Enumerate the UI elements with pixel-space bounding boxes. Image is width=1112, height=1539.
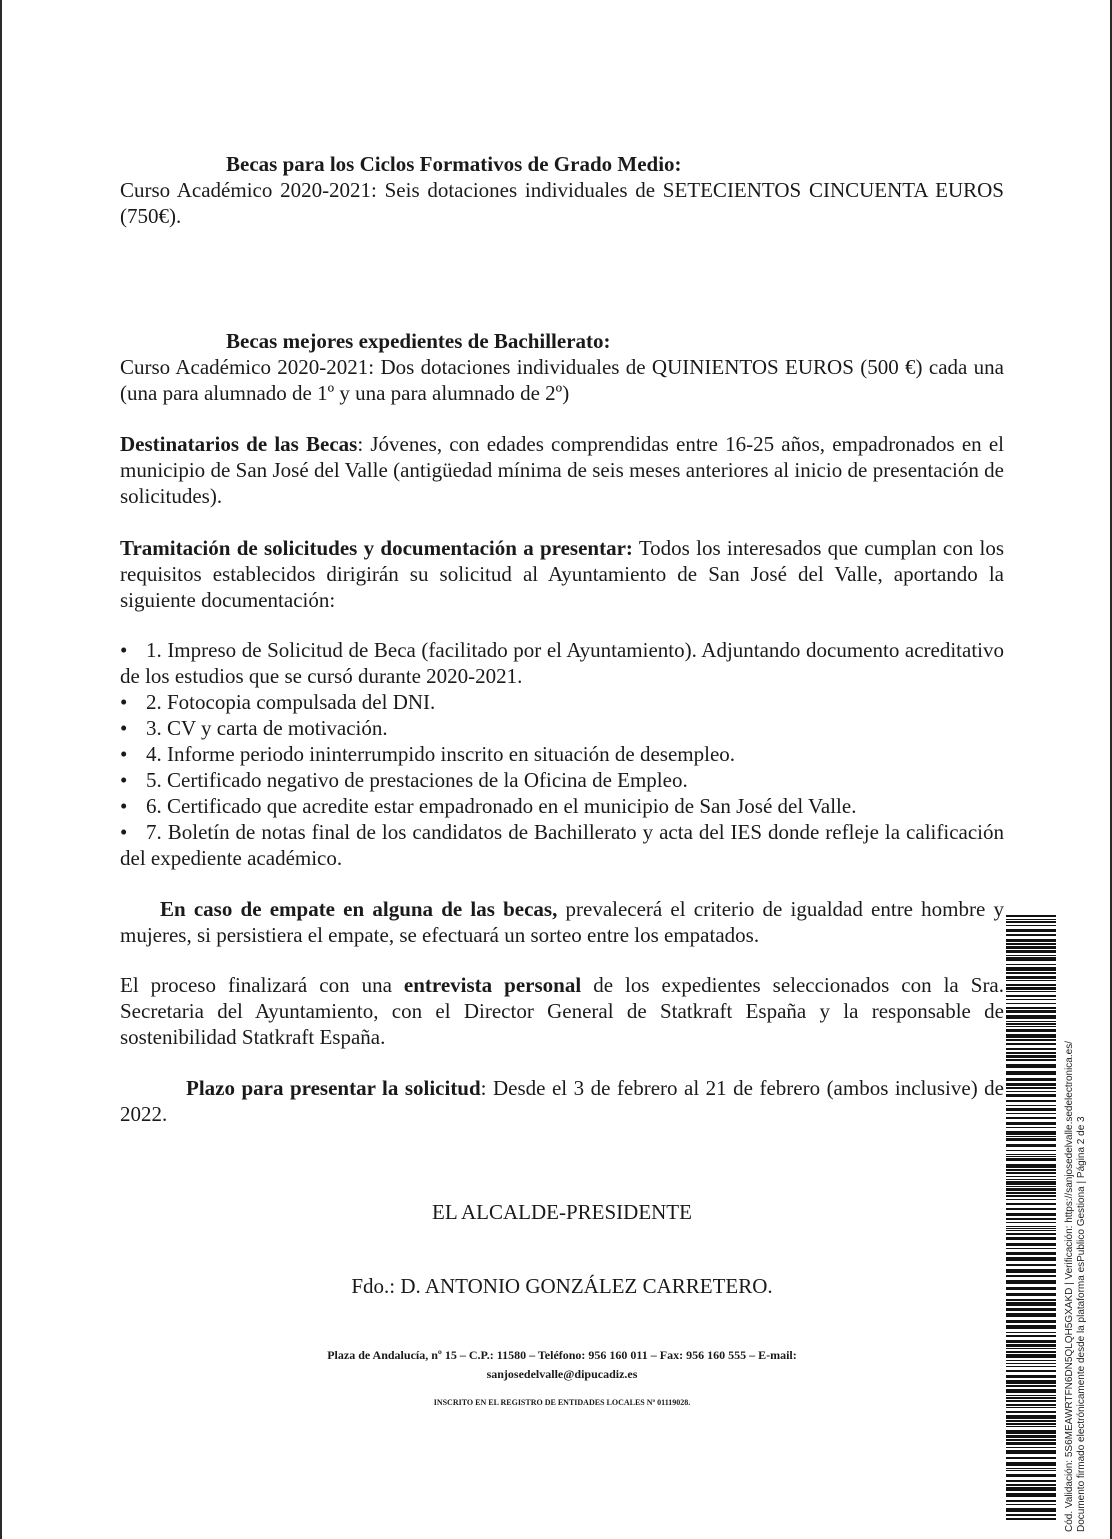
barcode-bar — [1006, 964, 1056, 965]
becas-bachillerato-heading: Becas mejores expedientes de Bachillerato: — [226, 329, 611, 353]
barcode-bar — [1006, 1071, 1056, 1075]
barcode-bar — [1006, 1192, 1056, 1194]
barcode-bar — [1006, 1243, 1056, 1246]
barcode-bar — [1006, 1468, 1056, 1469]
barcode-bar — [1006, 1179, 1056, 1180]
barcode-bar — [1006, 1400, 1056, 1402]
barcode-bar — [1006, 1480, 1056, 1482]
barcode-bar — [1006, 1100, 1056, 1102]
barcode-bar — [1006, 1026, 1056, 1027]
barcode-bar — [1006, 1514, 1056, 1516]
barcode-bar — [1006, 1426, 1056, 1427]
barcode-bar — [1006, 1186, 1056, 1187]
barcode-bar — [1006, 1105, 1056, 1106]
barcode-bar — [1006, 1360, 1056, 1361]
barcode-bar — [1006, 1370, 1056, 1372]
barcode-bar — [1006, 1144, 1056, 1147]
barcode-bar — [1006, 1007, 1056, 1009]
proceso-paragraph — [120, 972, 1004, 1050]
list-item — [120, 715, 1004, 741]
barcode-bar — [1006, 939, 1056, 942]
barcode-bar — [1006, 1308, 1056, 1311]
empate-text: prevalecerá el criterio de igualdad entre hombre y mujeres, si persistiera el empate, se efectuará un sorteo entre los empatados. — [120, 897, 1004, 947]
barcode-bar — [1006, 984, 1056, 986]
plazo-text: : Desde el 3 de febrero al 21 de febrero (ambos inclusive) de 2022. — [120, 1076, 1004, 1126]
barcode-bar — [1006, 1264, 1056, 1266]
barcode-bar — [1006, 957, 1056, 961]
barcode-bar — [1006, 1380, 1056, 1384]
barcode-bar — [1006, 921, 1056, 923]
barcode-bar — [1006, 1313, 1056, 1317]
barcode-bar — [1006, 1293, 1056, 1296]
barcode-bar — [1006, 919, 1056, 920]
barcode-bar — [1006, 1462, 1056, 1466]
barcode-bar — [1006, 1504, 1056, 1505]
barcode-bar — [1006, 972, 1056, 974]
validation-stamp-line2: Documento firmado electrónicamente desde la plataforma esPublico Gestiona | Página 2 de 3 — [1076, 1116, 1087, 1532]
firma-nombre: Fdo.: D. ANTONIO GONZÁLEZ CARRETERO. — [351, 1274, 773, 1298]
barcode-bar — [1006, 1325, 1056, 1329]
barcode-bar — [1006, 1320, 1056, 1323]
proceso-pre: El proceso finalizará con una — [120, 973, 404, 997]
barcode-bar — [1006, 1457, 1056, 1459]
barcode-bar — [1006, 1252, 1056, 1255]
barcode-bar — [1006, 976, 1056, 979]
barcode-bar — [1006, 1340, 1056, 1343]
barcode-bar — [1006, 1213, 1056, 1216]
list-item-text: 2. Fotocopia compulsada del DNI. — [146, 690, 436, 714]
becas-ciclos-text: Curso Académico 2020-2021: Seis dotaciones individuales de SETECIENTOS CINCUENTA EUROS (750€). — [120, 178, 1004, 228]
list-item-text: 5. Certificado negativo de prestaciones de la Oficina de Empleo. — [146, 768, 688, 792]
bullet: • — [120, 716, 128, 740]
barcode-bar — [1006, 1138, 1056, 1141]
barcode-bar — [1006, 1375, 1056, 1378]
barcode-bar — [1006, 999, 1056, 1000]
plazo-paragraph — [120, 1075, 1004, 1127]
barcode-bar — [1006, 1508, 1056, 1512]
barcode-bar — [1006, 1287, 1056, 1290]
barcode-bar — [1006, 934, 1056, 936]
tramitacion-label: Tramitación de solicitudes y documentación a presentar: — [120, 536, 633, 560]
destinatarios-paragraph — [120, 431, 1004, 509]
barcode-bar — [1006, 1043, 1056, 1045]
barcode-bar — [1006, 1366, 1056, 1367]
barcode-bar — [1006, 1439, 1056, 1441]
barcode-bar — [1006, 1385, 1056, 1387]
barcode-bar — [1006, 1039, 1056, 1041]
bullet: • — [120, 768, 128, 792]
barcode-bar — [1006, 1176, 1056, 1177]
barcode-bar — [1006, 1172, 1056, 1174]
barcode-bar — [1006, 1131, 1056, 1135]
destinatarios-text: : Jóvenes, con edades comprendidas entre 16-25 años, empadronados en el municipio de San José del Valle (antigüedad mínima de seis meses anteriores al inicio de presentación de solicitudes). — [120, 432, 1004, 508]
list-item-text: 6. Certificado que acredite estar empadronado en el municipio de San José del Valle. — [146, 794, 857, 818]
barcode-bar — [1006, 1411, 1056, 1413]
barcode-bar — [1006, 1078, 1056, 1081]
barcode-bar — [1006, 1470, 1056, 1471]
barcode-bar — [1006, 1257, 1056, 1261]
barcode-bar — [1006, 1237, 1056, 1240]
barcode-bar — [1006, 1064, 1056, 1068]
barcode-bar — [1006, 1122, 1056, 1125]
page-edge-left — [0, 0, 2, 1539]
barcode-bar — [1006, 1280, 1056, 1284]
list-item-text: 1. Impreso de Solicitud de Beca (facilitado por el Ayuntamiento). Adjuntando documento acreditativo de los estudios que se cursó durante 2020-2021. — [120, 638, 1004, 688]
barcode-bar — [1006, 1003, 1056, 1004]
barcode-bar — [1006, 1048, 1056, 1050]
destinatarios-label: Destinatarios de las Becas — [120, 432, 358, 456]
list-item-text: 7. Boletín de notas final de los candidatos de Bachillerato y acta del IES donde refleje la calificación del expediente académico. — [120, 820, 1004, 870]
barcode-bar — [1006, 1332, 1056, 1333]
barcode-bar — [1006, 1487, 1056, 1491]
barcode-bar — [1006, 1059, 1056, 1061]
barcode-bar — [1006, 1500, 1056, 1502]
bullet: • — [120, 690, 128, 714]
empate-paragraph — [120, 896, 1004, 948]
barcode-bar — [1006, 1158, 1056, 1161]
barcode-bar — [1006, 1015, 1056, 1019]
barcode-bar — [1006, 1389, 1056, 1393]
barcode-bar — [1006, 946, 1056, 949]
bullet: • — [120, 820, 128, 844]
barcode-bar — [1006, 1348, 1056, 1349]
firma-cargo: EL ALCALDE-PRESIDENTE — [432, 1200, 692, 1224]
barcode-bar — [1006, 1117, 1056, 1119]
barcode-bar — [1006, 1083, 1056, 1086]
barcode-bar — [1006, 1302, 1056, 1306]
barcode-bar — [1006, 1354, 1056, 1358]
barcode-bar — [1006, 1395, 1056, 1396]
barcode-bar — [1006, 950, 1056, 953]
barcode-bar — [1006, 1228, 1056, 1229]
list-item-text: 4. Informe periodo ininterrumpido inscrito en situación de desempleo. — [146, 742, 736, 766]
barcode-bar — [1006, 1188, 1056, 1191]
barcode-bar — [1006, 1474, 1056, 1477]
barcode-bar — [1006, 1164, 1056, 1168]
barcode-bar — [1006, 1450, 1056, 1454]
barcode-bar — [1006, 1169, 1056, 1171]
barcode-bar — [1006, 1021, 1056, 1022]
barcode-bar — [1006, 991, 1056, 992]
barcode-bar — [1006, 1199, 1056, 1200]
barcode-bar — [1006, 1055, 1056, 1058]
barcode-bar — [1006, 1404, 1056, 1406]
barcode-bar — [1006, 1335, 1056, 1337]
footer-email: sanjosedelvalle@dipucadiz.es — [486, 1367, 638, 1381]
barcode-bar — [1006, 1010, 1056, 1013]
barcode-bar — [1006, 1420, 1056, 1422]
barcode-bar — [1006, 1363, 1056, 1364]
becas-ciclos-heading: Becas para los Ciclos Formativos de Grado Medio: — [226, 152, 682, 176]
barcode-bar — [1006, 967, 1056, 971]
footer-address: Plaza de Andalucía, nº 15 – C.P.: 11580 – Teléfono: 956 160 011 – Fax: 956 160 555 – E-mail: — [327, 1348, 797, 1362]
barcode-bar — [1006, 1195, 1056, 1197]
barcode-bar — [1006, 1091, 1056, 1092]
plazo-label: Plazo para presentar la solicitud — [186, 1076, 481, 1100]
barcode-bar — [1006, 987, 1056, 990]
list-item — [120, 767, 1004, 793]
barcode-bar — [1006, 1397, 1056, 1399]
barcode-bar — [1006, 980, 1056, 981]
barcode-bar — [1006, 1203, 1056, 1205]
bullet: • — [120, 742, 128, 766]
barcode-bar — [1006, 1052, 1056, 1054]
barcode-bar — [1006, 1351, 1056, 1353]
barcode-bar — [1006, 1029, 1056, 1032]
barcode-bar — [1006, 1222, 1056, 1223]
barcode-bar — [1006, 1423, 1056, 1425]
list-item-text: 3. CV y carta de motivación. — [146, 716, 388, 740]
barcode-bar — [1006, 1154, 1056, 1155]
barcode-bar — [1006, 1269, 1056, 1273]
barcode-bar — [1006, 1150, 1056, 1151]
barcode-bar — [1006, 1108, 1056, 1111]
barcode-bar — [1006, 1447, 1056, 1448]
barcode — [1006, 915, 1056, 1520]
becas-bachillerato-text: Curso Académico 2020-2021: Dos dotaciones individuales de QUINIENTOS EUROS (500 €) cada una (una para alumnado de 1º y una para alumnado de 2º) — [120, 355, 1004, 405]
barcode-bar — [1006, 1156, 1056, 1157]
list-item — [120, 793, 1004, 819]
barcode-bar — [1006, 1034, 1056, 1038]
barcode-bar — [1006, 1407, 1056, 1408]
barcode-bar — [1006, 1136, 1056, 1137]
validation-stamp-line1: Cód. Validación: 5S6MEAWRTFN6DN5QLQH5GXAKD | Verificación: https://sanjosedelvalle.sedelectronica.es/ — [1064, 1041, 1075, 1532]
barcode-bar — [1006, 995, 1056, 997]
proceso-bold: entrevista personal — [403, 973, 582, 997]
barcode-bar — [1006, 943, 1056, 945]
barcode-bar — [1006, 1087, 1056, 1089]
barcode-bar — [1006, 1023, 1056, 1025]
barcode-bar — [1006, 915, 1056, 917]
barcode-bar — [1006, 1181, 1056, 1185]
barcode-bar — [1006, 1484, 1056, 1486]
footer-registro: INSCRITO EN EL REGISTRO DE ENTIDADES LOCALES Nº 01119028. — [433, 1398, 691, 1407]
barcode-bar — [1006, 1208, 1056, 1210]
barcode-bar — [1006, 1127, 1056, 1128]
barcode-bar — [1006, 925, 1056, 926]
tramitacion-text: Todos los interesados que cumplan con los requisitos establecidos dirigirán su solicitud al Ayuntamiento de San José del Valle, aportando la siguiente documentación: — [120, 536, 1004, 612]
barcode-bar — [1006, 1113, 1056, 1114]
empate-label: En caso de empate en alguna de las becas, — [160, 897, 558, 921]
barcode-bar — [1006, 1233, 1056, 1235]
barcode-bar — [1006, 1275, 1056, 1277]
barcode-bar — [1006, 1094, 1056, 1097]
list-item — [120, 741, 1004, 767]
barcode-bar — [1006, 1248, 1056, 1249]
barcode-bar — [1006, 1344, 1056, 1347]
bullet: • — [120, 638, 128, 662]
barcode-bar — [1006, 955, 1056, 956]
barcode-bar — [1006, 1442, 1056, 1445]
list-item — [120, 689, 1004, 715]
barcode-bar — [1006, 1299, 1056, 1301]
tramitacion-paragraph — [120, 535, 1004, 613]
barcode-bar — [1006, 1218, 1056, 1220]
barcode-bar — [1006, 1230, 1056, 1231]
barcode-bar — [1006, 1493, 1056, 1497]
proceso-post: de los expedientes seleccionados con la Sra. Secretaria del Ayuntamiento, con el Director General de Statkraft España y la responsable de sostenibilidad Statkraft España. — [120, 973, 1005, 1049]
barcode-bar — [1006, 1518, 1056, 1520]
barcode-bar — [1006, 1435, 1056, 1438]
bullet: • — [120, 794, 128, 818]
barcode-bar — [1006, 929, 1056, 932]
list-item — [120, 819, 1004, 871]
barcode-bar — [1006, 1430, 1056, 1434]
barcode-bar — [1006, 1415, 1056, 1419]
list-item — [120, 637, 1004, 689]
barcode-bar — [1006, 1226, 1056, 1227]
